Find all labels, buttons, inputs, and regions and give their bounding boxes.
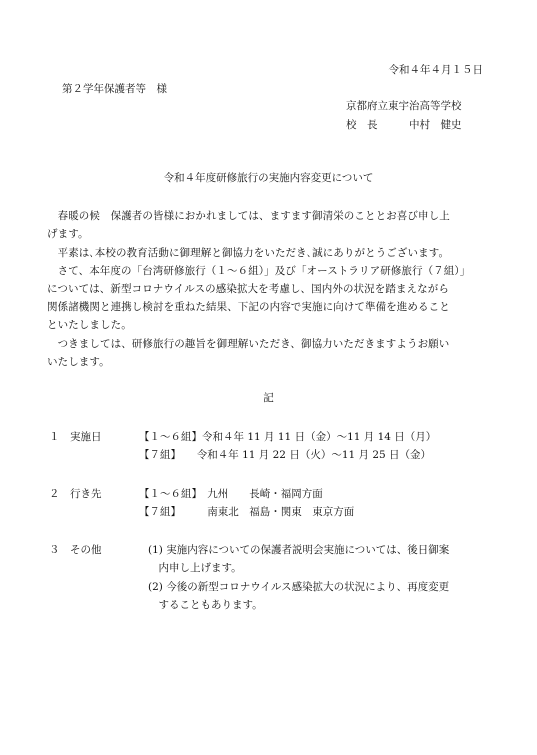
principal-name: 校 長 中村 健史	[346, 119, 462, 131]
item-detail: (2) 今後の新型コロナウイルス感染拡大の状況により、再度変更	[148, 581, 450, 593]
body-line: 春暖の候 保護者の皆様におかれましては、ますます御清栄のこととお喜び申し上	[47, 210, 450, 222]
item-number: ３	[49, 544, 60, 556]
item-number: ２	[49, 488, 60, 500]
item-number: １	[49, 431, 60, 443]
body-line: については、新型コロナウイルスの感染拡大を考慮し、国内外の状況を踏まえながら	[47, 283, 449, 295]
item-detail: (1) 実施内容についての保護者説明会実施については、後日御案	[148, 544, 450, 556]
item-label: 実施日	[70, 431, 102, 443]
body-line: げます。	[47, 228, 89, 240]
body-line: 関係諸機関と連携し検討を重ねた結果、下記の内容で実施に向けて準備を進めること	[47, 301, 450, 313]
ki-heading: 記	[263, 392, 274, 404]
item-detail: 【１～６組】令和４年 11 月 11 日（金）～11 月 14 日（月）	[139, 431, 437, 443]
school-name: 京都府立東宇治高等学校	[346, 100, 462, 112]
document-title: 令和４年度研修旅行の実施内容変更について	[163, 172, 374, 184]
body-line: といたしました。	[47, 319, 132, 331]
item-detail: 【７組】 令和４年 11 月 22 日（火）～11 月 25 日（金）	[139, 449, 432, 461]
body-line: 平素は､本校の教育活動に御理解と御協力をいただき､誠にありがとうございます。	[47, 247, 450, 259]
item-label: 行き先	[70, 488, 102, 500]
item-label: その他	[70, 544, 102, 556]
body-line: いたします。	[47, 356, 110, 368]
body-line: さて、本年度の「台湾研修旅行（１～６組）」及び「オーストラリア研修旅行（７組）」	[47, 265, 471, 277]
item-detail: 【１～６組】 九州 長崎・福岡方面	[139, 488, 323, 500]
item-detail: 内申し上げます。	[148, 562, 242, 574]
body-line: つきましては、研修旅行の趣旨を御理解いただき、御協力いただきますようお願い	[47, 338, 450, 350]
addressee: 第２学年保護者等 様	[62, 83, 167, 95]
item-detail: 【７組】 南東北 福島・関東 東京方面	[139, 506, 355, 518]
item-detail: することもあります。	[148, 599, 263, 611]
document-date: 令和４年４月１５日	[388, 64, 483, 76]
